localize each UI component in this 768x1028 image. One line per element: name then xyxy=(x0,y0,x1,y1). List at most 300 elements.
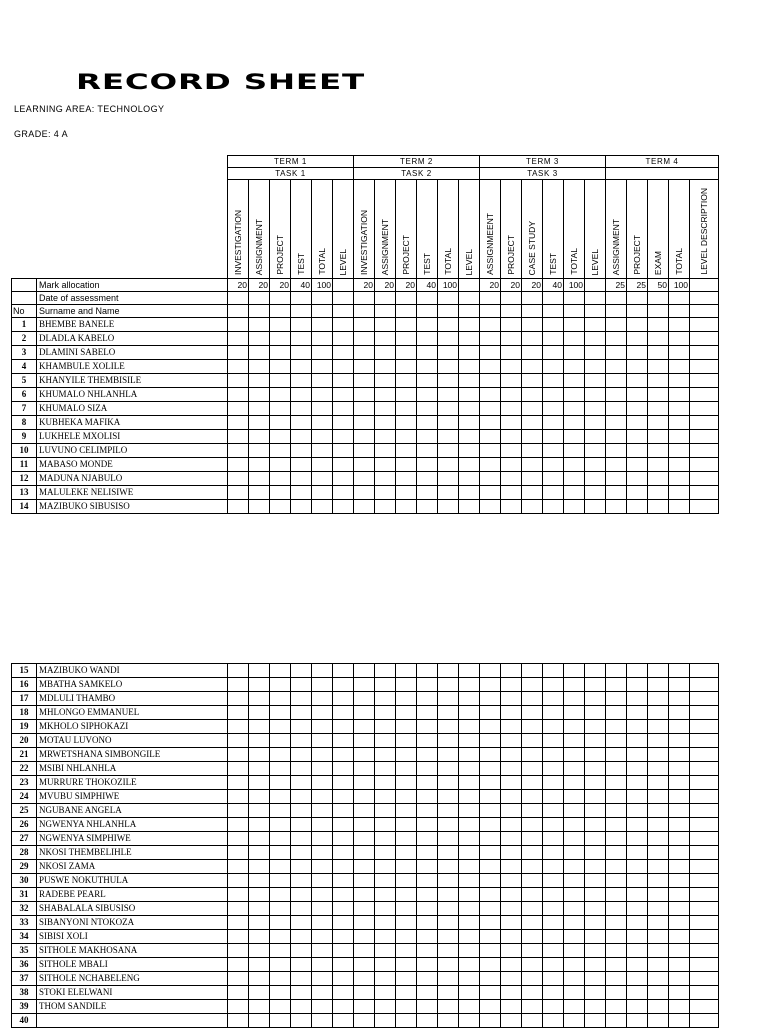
grade-cell[interactable] xyxy=(375,902,396,916)
grade-cell[interactable] xyxy=(690,360,719,374)
grade-cell[interactable] xyxy=(291,944,312,958)
grade-cell[interactable] xyxy=(480,692,501,706)
grade-cell[interactable] xyxy=(501,332,522,346)
grade-cell[interactable] xyxy=(627,332,648,346)
grade-cell[interactable] xyxy=(312,292,333,305)
grade-cell[interactable] xyxy=(564,458,585,472)
grade-cell[interactable] xyxy=(291,958,312,972)
grade-cell[interactable] xyxy=(627,958,648,972)
grade-cell[interactable] xyxy=(228,360,249,374)
grade-cell[interactable] xyxy=(312,346,333,360)
grade-cell[interactable] xyxy=(669,678,690,692)
grade-cell[interactable] xyxy=(564,1014,585,1028)
grade-cell[interactable] xyxy=(669,902,690,916)
grade-cell[interactable] xyxy=(333,748,354,762)
grade-cell[interactable] xyxy=(354,916,375,930)
grade-cell[interactable] xyxy=(312,430,333,444)
grade-cell[interactable] xyxy=(354,762,375,776)
grade-cell[interactable] xyxy=(501,958,522,972)
grade-cell[interactable] xyxy=(249,416,270,430)
grade-cell[interactable] xyxy=(648,944,669,958)
grade-cell[interactable] xyxy=(396,706,417,720)
grade-cell[interactable] xyxy=(291,790,312,804)
grade-cell[interactable] xyxy=(438,818,459,832)
grade-cell[interactable] xyxy=(501,360,522,374)
grade-cell[interactable] xyxy=(543,416,564,430)
grade-cell[interactable] xyxy=(564,720,585,734)
grade-cell[interactable] xyxy=(354,500,375,514)
grade-cell[interactable] xyxy=(396,472,417,486)
grade-cell[interactable] xyxy=(417,692,438,706)
grade-cell[interactable] xyxy=(438,874,459,888)
grade-cell[interactable] xyxy=(627,346,648,360)
grade-cell[interactable] xyxy=(438,318,459,332)
grade-cell[interactable] xyxy=(228,374,249,388)
grade-cell[interactable] xyxy=(270,762,291,776)
grade-cell[interactable] xyxy=(333,734,354,748)
grade-cell[interactable] xyxy=(291,305,312,318)
grade-cell[interactable] xyxy=(312,762,333,776)
grade-cell[interactable] xyxy=(501,776,522,790)
grade-cell[interactable] xyxy=(522,902,543,916)
grade-cell[interactable] xyxy=(396,500,417,514)
grade-cell[interactable] xyxy=(480,846,501,860)
grade-cell[interactable] xyxy=(228,902,249,916)
grade-cell[interactable] xyxy=(249,430,270,444)
grade-cell[interactable] xyxy=(354,374,375,388)
grade-cell[interactable] xyxy=(585,374,606,388)
grade-cell[interactable] xyxy=(627,972,648,986)
grade-cell[interactable] xyxy=(585,292,606,305)
grade-cell[interactable] xyxy=(396,986,417,1000)
grade-cell[interactable] xyxy=(438,292,459,305)
grade-cell[interactable] xyxy=(228,762,249,776)
grade-cell[interactable] xyxy=(480,430,501,444)
grade-cell[interactable] xyxy=(522,916,543,930)
grade-cell[interactable] xyxy=(312,860,333,874)
grade-cell[interactable] xyxy=(417,444,438,458)
grade-cell[interactable] xyxy=(249,734,270,748)
grade-cell[interactable] xyxy=(333,860,354,874)
grade-cell[interactable] xyxy=(543,832,564,846)
grade-cell[interactable] xyxy=(375,305,396,318)
grade-cell[interactable] xyxy=(438,888,459,902)
grade-cell[interactable] xyxy=(354,902,375,916)
grade-cell[interactable] xyxy=(417,472,438,486)
grade-cell[interactable] xyxy=(312,846,333,860)
grade-cell[interactable] xyxy=(480,944,501,958)
grade-cell[interactable] xyxy=(459,888,480,902)
grade-cell[interactable] xyxy=(543,678,564,692)
grade-cell[interactable] xyxy=(501,986,522,1000)
grade-cell[interactable] xyxy=(396,734,417,748)
grade-cell[interactable] xyxy=(606,332,627,346)
grade-cell[interactable] xyxy=(648,748,669,762)
grade-cell[interactable] xyxy=(564,374,585,388)
grade-cell[interactable] xyxy=(228,472,249,486)
grade-cell[interactable] xyxy=(333,305,354,318)
grade-cell[interactable] xyxy=(228,416,249,430)
grade-cell[interactable] xyxy=(690,430,719,444)
grade-cell[interactable] xyxy=(375,486,396,500)
grade-cell[interactable] xyxy=(291,458,312,472)
grade-cell[interactable] xyxy=(669,706,690,720)
grade-cell[interactable] xyxy=(480,402,501,416)
grade-cell[interactable] xyxy=(564,846,585,860)
grade-cell[interactable] xyxy=(354,776,375,790)
grade-cell[interactable] xyxy=(585,486,606,500)
grade-cell[interactable] xyxy=(522,402,543,416)
grade-cell[interactable] xyxy=(648,790,669,804)
grade-cell[interactable] xyxy=(501,846,522,860)
grade-cell[interactable] xyxy=(501,818,522,832)
grade-cell[interactable] xyxy=(564,790,585,804)
grade-cell[interactable] xyxy=(480,888,501,902)
grade-cell[interactable] xyxy=(690,902,719,916)
grade-cell[interactable] xyxy=(459,846,480,860)
grade-cell[interactable] xyxy=(249,902,270,916)
grade-cell[interactable] xyxy=(312,874,333,888)
grade-cell[interactable] xyxy=(354,664,375,678)
grade-cell[interactable] xyxy=(459,930,480,944)
grade-cell[interactable] xyxy=(333,1014,354,1028)
grade-cell[interactable] xyxy=(270,902,291,916)
grade-cell[interactable] xyxy=(585,1000,606,1014)
grade-cell[interactable] xyxy=(627,444,648,458)
grade-cell[interactable] xyxy=(585,402,606,416)
grade-cell[interactable] xyxy=(690,986,719,1000)
grade-cell[interactable] xyxy=(291,1014,312,1028)
grade-cell[interactable] xyxy=(480,416,501,430)
grade-cell[interactable] xyxy=(312,1014,333,1028)
grade-cell[interactable] xyxy=(459,958,480,972)
grade-cell[interactable] xyxy=(627,360,648,374)
grade-cell[interactable] xyxy=(690,944,719,958)
grade-cell[interactable] xyxy=(375,458,396,472)
grade-cell[interactable] xyxy=(228,706,249,720)
grade-cell[interactable] xyxy=(228,458,249,472)
grade-cell[interactable] xyxy=(396,292,417,305)
grade-cell[interactable] xyxy=(291,360,312,374)
grade-cell[interactable] xyxy=(627,776,648,790)
grade-cell[interactable] xyxy=(585,692,606,706)
grade-cell[interactable] xyxy=(627,388,648,402)
grade-cell[interactable] xyxy=(669,804,690,818)
grade-cell[interactable] xyxy=(438,720,459,734)
grade-cell[interactable] xyxy=(585,678,606,692)
grade-cell[interactable] xyxy=(354,790,375,804)
grade-cell[interactable] xyxy=(480,818,501,832)
grade-cell[interactable] xyxy=(249,374,270,388)
grade-cell[interactable] xyxy=(690,846,719,860)
grade-cell[interactable] xyxy=(270,986,291,1000)
grade-cell[interactable] xyxy=(333,902,354,916)
grade-cell[interactable] xyxy=(417,986,438,1000)
grade-cell[interactable] xyxy=(459,734,480,748)
grade-cell[interactable] xyxy=(270,888,291,902)
grade-cell[interactable] xyxy=(417,804,438,818)
grade-cell[interactable] xyxy=(354,444,375,458)
grade-cell[interactable] xyxy=(396,374,417,388)
grade-cell[interactable] xyxy=(249,944,270,958)
grade-cell[interactable] xyxy=(438,902,459,916)
grade-cell[interactable] xyxy=(522,346,543,360)
grade-cell[interactable] xyxy=(522,762,543,776)
grade-cell[interactable] xyxy=(438,916,459,930)
grade-cell[interactable] xyxy=(690,720,719,734)
grade-cell[interactable] xyxy=(648,472,669,486)
grade-cell[interactable] xyxy=(606,346,627,360)
grade-cell[interactable] xyxy=(669,664,690,678)
grade-cell[interactable] xyxy=(690,888,719,902)
grade-cell[interactable] xyxy=(438,305,459,318)
grade-cell[interactable] xyxy=(522,360,543,374)
grade-cell[interactable] xyxy=(396,860,417,874)
grade-cell[interactable] xyxy=(501,692,522,706)
grade-cell[interactable] xyxy=(354,860,375,874)
grade-cell[interactable] xyxy=(249,804,270,818)
grade-cell[interactable] xyxy=(564,664,585,678)
grade-cell[interactable] xyxy=(270,678,291,692)
grade-cell[interactable] xyxy=(690,388,719,402)
grade-cell[interactable] xyxy=(564,832,585,846)
grade-cell[interactable] xyxy=(606,902,627,916)
grade-cell[interactable] xyxy=(480,832,501,846)
grade-cell[interactable] xyxy=(690,458,719,472)
grade-cell[interactable] xyxy=(501,888,522,902)
grade-cell[interactable] xyxy=(396,458,417,472)
grade-cell[interactable] xyxy=(564,318,585,332)
grade-cell[interactable] xyxy=(480,472,501,486)
grade-cell[interactable] xyxy=(228,430,249,444)
grade-cell[interactable] xyxy=(501,706,522,720)
grade-cell[interactable] xyxy=(375,846,396,860)
grade-cell[interactable] xyxy=(228,888,249,902)
grade-cell[interactable] xyxy=(606,388,627,402)
grade-cell[interactable] xyxy=(312,318,333,332)
grade-cell[interactable] xyxy=(627,458,648,472)
grade-cell[interactable] xyxy=(459,500,480,514)
grade-cell[interactable] xyxy=(648,720,669,734)
grade-cell[interactable] xyxy=(627,720,648,734)
grade-cell[interactable] xyxy=(543,318,564,332)
grade-cell[interactable] xyxy=(375,444,396,458)
grade-cell[interactable] xyxy=(291,318,312,332)
grade-cell[interactable] xyxy=(627,944,648,958)
grade-cell[interactable] xyxy=(417,790,438,804)
grade-cell[interactable] xyxy=(690,500,719,514)
grade-cell[interactable] xyxy=(522,388,543,402)
grade-cell[interactable] xyxy=(270,1000,291,1014)
grade-cell[interactable] xyxy=(417,916,438,930)
grade-cell[interactable] xyxy=(501,748,522,762)
grade-cell[interactable] xyxy=(564,930,585,944)
grade-cell[interactable] xyxy=(564,860,585,874)
grade-cell[interactable] xyxy=(270,790,291,804)
grade-cell[interactable] xyxy=(606,846,627,860)
grade-cell[interactable] xyxy=(312,305,333,318)
grade-cell[interactable] xyxy=(543,458,564,472)
grade-cell[interactable] xyxy=(543,944,564,958)
grade-cell[interactable] xyxy=(291,486,312,500)
grade-cell[interactable] xyxy=(606,762,627,776)
grade-cell[interactable] xyxy=(228,860,249,874)
grade-cell[interactable] xyxy=(480,1000,501,1014)
grade-cell[interactable] xyxy=(270,874,291,888)
grade-cell[interactable] xyxy=(543,1014,564,1028)
grade-cell[interactable] xyxy=(669,346,690,360)
grade-cell[interactable] xyxy=(354,1014,375,1028)
grade-cell[interactable] xyxy=(501,734,522,748)
grade-cell[interactable] xyxy=(270,318,291,332)
grade-cell[interactable] xyxy=(396,902,417,916)
grade-cell[interactable] xyxy=(669,846,690,860)
grade-cell[interactable] xyxy=(648,458,669,472)
grade-cell[interactable] xyxy=(291,678,312,692)
grade-cell[interactable] xyxy=(648,332,669,346)
grade-cell[interactable] xyxy=(522,874,543,888)
grade-cell[interactable] xyxy=(606,748,627,762)
grade-cell[interactable] xyxy=(396,930,417,944)
grade-cell[interactable] xyxy=(249,1014,270,1028)
grade-cell[interactable] xyxy=(522,790,543,804)
grade-cell[interactable] xyxy=(375,972,396,986)
grade-cell[interactable] xyxy=(564,346,585,360)
grade-cell[interactable] xyxy=(291,664,312,678)
grade-cell[interactable] xyxy=(648,444,669,458)
grade-cell[interactable] xyxy=(417,305,438,318)
grade-cell[interactable] xyxy=(648,818,669,832)
grade-cell[interactable] xyxy=(648,500,669,514)
grade-cell[interactable] xyxy=(564,500,585,514)
grade-cell[interactable] xyxy=(459,678,480,692)
grade-cell[interactable] xyxy=(690,332,719,346)
grade-cell[interactable] xyxy=(270,402,291,416)
grade-cell[interactable] xyxy=(648,804,669,818)
grade-cell[interactable] xyxy=(438,762,459,776)
grade-cell[interactable] xyxy=(459,944,480,958)
grade-cell[interactable] xyxy=(543,748,564,762)
grade-cell[interactable] xyxy=(669,374,690,388)
grade-cell[interactable] xyxy=(648,664,669,678)
grade-cell[interactable] xyxy=(480,734,501,748)
grade-cell[interactable] xyxy=(459,664,480,678)
grade-cell[interactable] xyxy=(648,762,669,776)
grade-cell[interactable] xyxy=(438,860,459,874)
grade-cell[interactable] xyxy=(522,305,543,318)
grade-cell[interactable] xyxy=(375,318,396,332)
grade-cell[interactable] xyxy=(438,986,459,1000)
grade-cell[interactable] xyxy=(333,416,354,430)
grade-cell[interactable] xyxy=(690,874,719,888)
grade-cell[interactable] xyxy=(417,402,438,416)
grade-cell[interactable] xyxy=(270,458,291,472)
grade-cell[interactable] xyxy=(438,1000,459,1014)
grade-cell[interactable] xyxy=(312,902,333,916)
grade-cell[interactable] xyxy=(564,706,585,720)
grade-cell[interactable] xyxy=(459,1000,480,1014)
grade-cell[interactable] xyxy=(396,388,417,402)
grade-cell[interactable] xyxy=(228,486,249,500)
grade-cell[interactable] xyxy=(585,430,606,444)
grade-cell[interactable] xyxy=(585,804,606,818)
grade-cell[interactable] xyxy=(375,332,396,346)
grade-cell[interactable] xyxy=(648,678,669,692)
grade-cell[interactable] xyxy=(375,706,396,720)
grade-cell[interactable] xyxy=(417,1014,438,1028)
grade-cell[interactable] xyxy=(459,818,480,832)
grade-cell[interactable] xyxy=(375,346,396,360)
grade-cell[interactable] xyxy=(438,664,459,678)
grade-cell[interactable] xyxy=(270,500,291,514)
grade-cell[interactable] xyxy=(480,762,501,776)
grade-cell[interactable] xyxy=(417,664,438,678)
grade-cell[interactable] xyxy=(690,790,719,804)
grade-cell[interactable] xyxy=(459,804,480,818)
grade-cell[interactable] xyxy=(690,706,719,720)
grade-cell[interactable] xyxy=(543,930,564,944)
grade-cell[interactable] xyxy=(480,664,501,678)
grade-cell[interactable] xyxy=(333,986,354,1000)
grade-cell[interactable] xyxy=(354,388,375,402)
grade-cell[interactable] xyxy=(375,804,396,818)
grade-cell[interactable] xyxy=(228,305,249,318)
grade-cell[interactable] xyxy=(270,292,291,305)
grade-cell[interactable] xyxy=(690,486,719,500)
grade-cell[interactable] xyxy=(585,305,606,318)
grade-cell[interactable] xyxy=(480,678,501,692)
grade-cell[interactable] xyxy=(627,860,648,874)
grade-cell[interactable] xyxy=(438,444,459,458)
grade-cell[interactable] xyxy=(459,444,480,458)
grade-cell[interactable] xyxy=(312,706,333,720)
grade-cell[interactable] xyxy=(270,374,291,388)
grade-cell[interactable] xyxy=(648,486,669,500)
grade-cell[interactable] xyxy=(438,930,459,944)
grade-cell[interactable] xyxy=(564,430,585,444)
grade-cell[interactable] xyxy=(501,720,522,734)
grade-cell[interactable] xyxy=(396,430,417,444)
grade-cell[interactable] xyxy=(585,388,606,402)
grade-cell[interactable] xyxy=(291,748,312,762)
grade-cell[interactable] xyxy=(627,402,648,416)
grade-cell[interactable] xyxy=(291,402,312,416)
grade-cell[interactable] xyxy=(270,332,291,346)
grade-cell[interactable] xyxy=(690,972,719,986)
grade-cell[interactable] xyxy=(648,430,669,444)
grade-cell[interactable] xyxy=(606,818,627,832)
grade-cell[interactable] xyxy=(564,444,585,458)
grade-cell[interactable] xyxy=(291,500,312,514)
grade-cell[interactable] xyxy=(228,346,249,360)
grade-cell[interactable] xyxy=(333,692,354,706)
grade-cell[interactable] xyxy=(564,734,585,748)
grade-cell[interactable] xyxy=(291,720,312,734)
grade-cell[interactable] xyxy=(312,500,333,514)
grade-cell[interactable] xyxy=(501,318,522,332)
grade-cell[interactable] xyxy=(669,388,690,402)
grade-cell[interactable] xyxy=(606,692,627,706)
grade-cell[interactable] xyxy=(354,430,375,444)
grade-cell[interactable] xyxy=(690,1000,719,1014)
grade-cell[interactable] xyxy=(690,818,719,832)
grade-cell[interactable] xyxy=(396,318,417,332)
grade-cell[interactable] xyxy=(606,292,627,305)
grade-cell[interactable] xyxy=(312,332,333,346)
grade-cell[interactable] xyxy=(480,706,501,720)
grade-cell[interactable] xyxy=(564,292,585,305)
grade-cell[interactable] xyxy=(270,846,291,860)
